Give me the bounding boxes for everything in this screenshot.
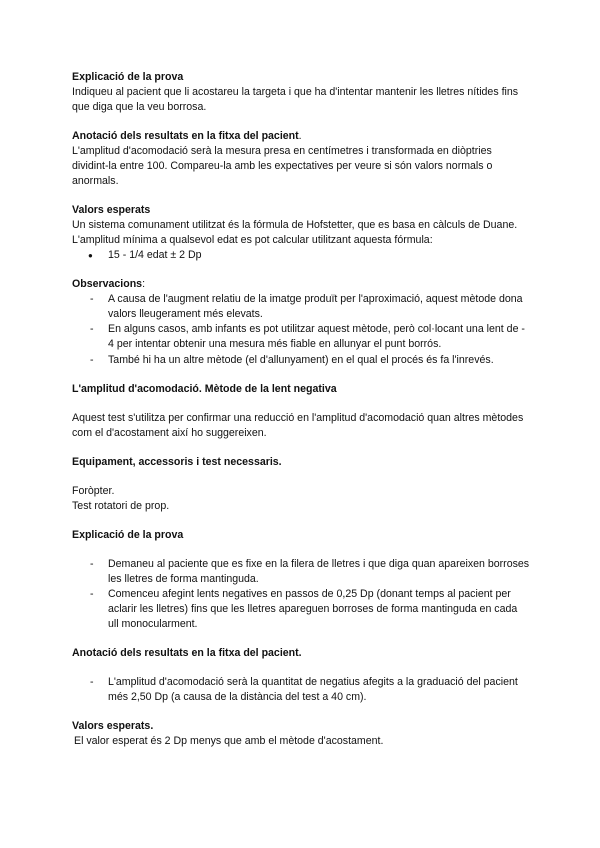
- dash-list: [72, 675, 530, 705]
- section-heading: Anotació dels resultats en la fitxa del pacient.: [72, 646, 302, 659]
- paragraph: L'amplitud mínima a qualsevol edat es pot calcular utilitzant aquesta fórmula:: [72, 234, 433, 247]
- list-item: - En alguns casos, amb infants es pot utilitzar aquest mètode, però col·locant una lent de - 4 per intentar obtenir una mesura més fiable en allunyar el punt borrós.: [72, 322, 530, 352]
- paragraph: Aquest test s'utilitza per confirmar una reducció en l'amplitud d'acomodació quan altres mètodes com el d'acostament així ho suggereixen.: [72, 411, 524, 439]
- section-heading: Valors esperats: [72, 204, 151, 217]
- section-heading: Explicació de la prova: [72, 71, 184, 83]
- list-item: - Comenceu afegint lents negatives en passos de 0,25 Dp (donant temps al pacient per aclarir les lletres) fins que les lletres apareguen borroses de forma mantinguda en cada ull monocularment.: [72, 587, 530, 632]
- list-item: - Demaneu al paciente que es fixe en la filera de lletres i que diga quan apareixen borroses les lletres de forma mantinguda.: [72, 557, 530, 587]
- dash-list: [72, 557, 530, 632]
- list-item: ● 15 - 1/4 edat ± 2 Dp: [72, 248, 530, 263]
- paragraph: L'amplitud d'acomodació serà la mesura presa en centímetres i transformada en diòptries dividint-la entre 100. Compareu-la amb les expectatives per veure si són valors normals o anormals.: [72, 145, 493, 188]
- list-item: - També hi ha un altre mètode (el d'allunyament) en el qual el procés és fa l'inrevés.: [72, 353, 530, 368]
- section-heading: L'amplitud d'acomodació. Mètode de la lent negativa: [72, 382, 337, 395]
- list-item: - A causa de l'augment relatiu de la imatge produït per l'aproximació, aquest mètode dona valors lleugerament més elevats.: [72, 292, 530, 322]
- section-heading-line: Anotació dels resultats en la fitxa del pacient.: [72, 130, 302, 143]
- section-heading: Explicació de la prova: [72, 528, 184, 541]
- section-heading: Valors esperats.: [72, 720, 154, 732]
- bullet-list: [72, 248, 530, 263]
- list-item: - L'amplitud d'acomodació serà la quantitat de negatius afegits a la graduació del pacient més 2,50 Dp (a causa de la distància del test a 40 cm).: [72, 675, 530, 705]
- paragraph: El valor esperat és 2 Dp menys que amb el mètode d'acostament.: [74, 735, 384, 748]
- paragraph: Indiqueu al pacient que li acostareu la targeta i que ha d'intentar mantenir les lletres nítides fins que diga que la veu borrosa.: [72, 86, 519, 114]
- section-heading: Equipament, accessoris i test necessaris.: [72, 455, 282, 468]
- paragraph: Un sistema comunament utilitzat és la fórmula de Hofstetter, que es basa en càlculs de Duane.: [72, 219, 518, 232]
- paragraph: Foròpter.: [72, 484, 115, 497]
- paragraph: Test rotatori de prop.: [72, 499, 170, 512]
- section-heading-line: Observacions:: [72, 278, 146, 291]
- section-heading: Anotació dels resultats en la fitxa del pacient: [72, 130, 299, 143]
- section-heading: Observacions: [72, 278, 143, 291]
- dash-list: [72, 292, 530, 367]
